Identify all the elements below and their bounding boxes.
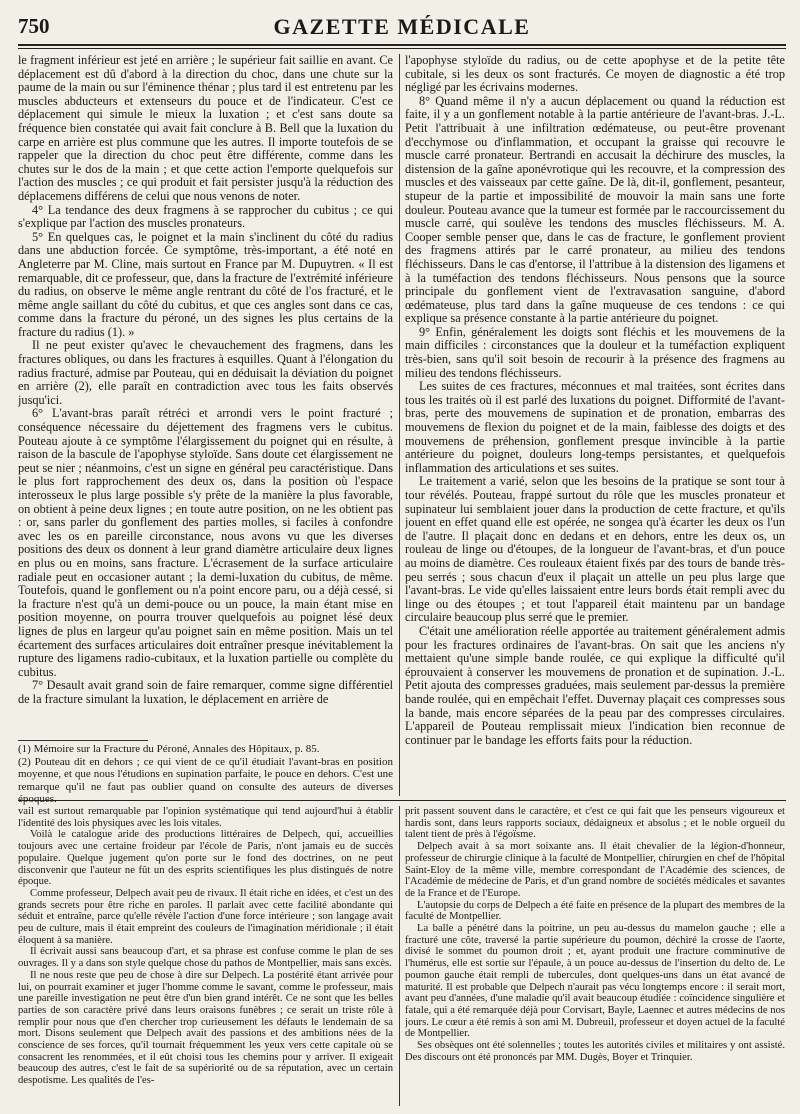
paragraph: L'autopsie du corps de Delpech a été faite en présence de la plupart des membres de la faculté de Montpellier. xyxy=(405,899,785,923)
paragraph: Il écrivait aussi sans beaucoup d'art, et sa phrase est confuse comme le plan de ses ouvrages. Il y a dans son style quelque chose du pathos de Montpellier, mais sans excès. xyxy=(18,946,393,970)
paragraph: Il ne peut exister qu'avec le chevauchement des fragmens, dans les fractures obliques, ou dans les fractures à esquilles. Quant à l'élongation du radius fracturé, admise par Pouteau, qui en déduisait la déviation du poignet en arrière (2), elle paraît en contradiction avec tous les faits observés jusqu'ici. xyxy=(18,338,393,407)
paragraph: Il ne nous reste que peu de chose à dire sur Delpech. La postérité étant arrivée pour lui, on pourrait examiner et juger l'homme comme le savant, comme le professeur, mais une pareille investigation ne peut être d'un bien grand intérêt. Ce ne sont que les belles parties de son caractère privé dans leurs oraisons funèbres ; ce serait un triste rôle à remplir pour nous que d'en chercher trop curieusement les défauts le lendemain de sa mort. Disons seulement que Delpech avait des passions et des ambitions nées de la conscience de ses forces, qu'il tournait fréquemment les yeux vers cette capitale où se consacrent les renommées, et il eût choisi tous les chemins pour y arriver. Il exigeait beaucoup des autres, c'est le fait de sa supériorité ou de sa réputation, avec un certain despotisme. Les qualités de l'es- xyxy=(18,969,393,1087)
paragraph: le fragment inférieur est jeté en arrière ; le supérieur fait saillie en avant. Ce déplacement est dû d'abord à la direction du choc, dans une chute sur la paume de la main ou sur l'éminence thénar ; plus tard il est entretenu par les muscles abducteurs et extenseurs du pouce et de l'indicateur. C'est ce déplacement qui simule le mieux la luxation ; et c'est sans doute sa fréquence bien constatée qui avait fait conclure à B. Bell que la luxation du carpe en arrière est plus commune que les autres. Il importe toutefois de se rappeler que la direction du choc peut être différente, comme dans les chutes sur le dos de la main ; et que cette action l'emporte quelquefois sur l'action des muscles ; ce qui produit et fait persister jusqu'à la réduction des déplacemens différens de celui que nous venons de noter. xyxy=(18,54,393,203)
feuilleton-left-column xyxy=(18,806,393,1111)
paragraph: 8° Quand même il n'y a aucun déplacement ou quand la réduction est faite, il y a un gonflement notable à la partie antérieure de l'avant-bras. J.-L. Petit l'attribuait à une infiltration œdémateuse, ou peut-être provenant d'ecchymose ou d'inflammation, et occupant la graisse qui recouvre le muscle carré pronateur. Bertrandi en accusait la déchirure des muscles, la distension de la gaîne aponévrotique qui les recouvre, et la compression des muscles et des vaisseaux par cette gaîne. De là, dit-il, gonflement, pesanteur, stupeur de la partie et impossibilité de mouvoir la main sans une forte douleur. Pouteau avance que la tumeur est formée par le raccourcissement du muscle carré, qui soulève les tendons des muscles fléchisseurs. M. A. Cooper semble penser que, dans le cas de fracture, le gonflement provient des fragmens attirés par le carré pronateur, au milieu des tendons fléchisseurs. Dans le cas d'entorse, il l'attribue à la distension des ligamens et à la tuméfaction des tendons fléchisseurs. Nous pensons que la source principale du gonflement vient de l'extravasation sanguine, d'abord œdémateuse, plus tard dans la gaîne muqueuse de ces tendons : ce qui explique sa présence constante à la partie antérieure du poignet. xyxy=(405,93,785,326)
right-column xyxy=(405,54,785,796)
footnote: (2) Pouteau dit en dehors ; ce qui vient de ce qu'il étudiait l'avant-bras en position moyenne, et que nous l'étudions en supination parfaite, le pouce en dehors. C'est une remarque qu'il ne faut pas oublier quand on consulte des auteurs de diverses époques. xyxy=(18,755,393,805)
footnote-rule xyxy=(18,740,148,741)
paragraph: Voilà le catalogue aride des productions littéraires de Delpech, qui, accueillies toujours avec une certaine froideur par l'école de Paris, n'ont jamais eu de succès populaire. Quelque jugement qu'on porte sur le fond des doctrines, on ne peut disconvenir que l'auteur ne fût un des esprits scientifiques les plus distingués de notre époque. xyxy=(18,829,393,888)
page-header xyxy=(18,12,786,42)
feuilleton-right-column xyxy=(405,806,785,1111)
paragraph: l'apophyse styloïde du radius, ou de cette apophyse et de la petite tête cubitale, si les deux os sont fracturés. Ce moyen de diagnostic a été trop négligé par les écrivains modernes. xyxy=(405,54,785,95)
section-separator xyxy=(18,800,786,801)
journal-title: GAZETTE MÉDICALE xyxy=(273,14,531,39)
paragraph: Les suites de ces fractures, méconnues et mal traitées, sont écrites dans tous les traités où il est parlé des luxations du poignet. Difformité de l'avant-bras, perte des mouvemens de supination et de pronation, embarras des mouvemens de flexion du poignet et de la main, faiblesse des doigts et des mouvemens de préhension, gonflement presque invincible à la partie antérieure du poignet, douleurs long-temps persistantes, et quelquefois inflammation des articulations et ses suites. xyxy=(405,379,785,475)
paragraph: Le traitement a varié, selon que les besoins de la pratique se sont tour à tour révélés. Pouteau, frappé surtout du rôle que les muscles pronateur et supinateur lui semblaient jouer dans la production de cette fracture, et qu'ils jouent en effet quand elle est opérée, ne songea qu'à écarter les deux os l'un de l'autre. Il plaçait donc en dedans et en dehors, entre les deux os, un rouleau de linge ou d'étoupes, de la longueur de l'avant-bras, et d'un pouce au moins de diamètre. Ces rouleaux étaient fixés par des tours de bande très-peu serrés ; sous chacun d'eux il plaçait un attelle un peu plus large que l'avant-bras. Le vide qu'elles laissaient entre leurs bords était rempli avec du linge ou des étoupes ; et tout l'appareil était maintenu par un bandage circulaire beaucoup plus serré que le premier. xyxy=(405,474,785,625)
paragraph: 5° En quelques cas, le poignet et la main s'inclinent du côté du radius dans une abduction forcée. Ce symptôme, très-important, a été noté en Angleterre par M. Cline, mais surtout en France par M. Dupuytren. « Il est remarquable, dit ce professeur, que, dans la fracture de l'extrémité inférieure du radius, on observe le même angle rentrant du côté de l'os fracturé, et le même angle saillant du côté du cubitus, et que ces angles sont dans ce cas, comme dans la fracture du péroné, un des signes les plus certains de la fracture du radius (1). » xyxy=(18,229,393,339)
header-rule xyxy=(18,44,786,46)
feuilleton-divider xyxy=(399,806,400,1106)
paragraph: C'était une amélioration réelle apportée au traitement généralement admis pour les fractures ordinaires de l'avant-bras. On sait que les anciens n'y mettaient qu'une simple bande roulée, ce qui explique la difficulté qu'il éprouvaient à conserver les mouvemens de pronation et de supination. J.-L. Petit ajouta des compresses graduées, mais seulement par-dessus la première bande roulée, qui en empêchait l'effet. Duvernay plaçait ces compresses sous la bande, mais encore séparées de la peau par des compresses circulaires. L'appareil de Pouteau remplissait mieux l'indication bien reconnue de continuer par le bandage les efforts faits pour la réduction. xyxy=(405,623,785,747)
page-number: 750 xyxy=(18,14,50,38)
footnotes xyxy=(18,743,393,806)
paragraph: 4° La tendance des deux fragmens à se rapprocher du cubitus ; ce qui s'explique par l'action des muscles pronateurs. xyxy=(18,202,393,231)
paragraph: prit passent souvent dans le caractère, et c'est ce qui fait que les penseurs vigoureux et hardis sont, dans leurs rapports sociaux, dédaigneux et absolus ; et le noble orgueil du talent tient de près à l'égoïsme. xyxy=(405,806,785,841)
paragraph: Delpech avait à sa mort soixante ans. Il était chevalier de la légion-d'honneur, professeur de chirurgie clinique à la faculté de Montpellier, chirurgien en chef de l'hôpital Saint-Eloy de la même ville, membre correspondant de l'Académie des sciences, de l'Académie de médecine de Paris, et d'un grand nombre de sociétés médicales et savantes de la France et de l'Europe. xyxy=(405,841,785,899)
column-divider xyxy=(399,54,400,796)
paragraph: vail est surtout remarquable par l'opinion systématique qui tend aujourd'hui à établir l'identité des lois physiques avec les lois vitales. xyxy=(18,806,393,829)
paragraph: Ses obsèques ont été solennelles ; toutes les autorités civiles et militaires y ont assisté. Des discours ont été prononcés par MM. Dugès, Boyer et Trinquier. xyxy=(405,1040,785,1063)
paragraph: 9° Enfin, généralement les doigts sont fléchis et les mouvemens de la main difficiles : circonstances que la douleur et la tuméfaction expliquent très-bien, sans qu'il soit besoin de recourir à la présence des fragmens au milieu des tendons fléchisseurs. xyxy=(405,324,785,380)
paragraph: 6° L'avant-bras paraît rétréci et arrondi vers le point fracturé ; conséquence nécessaire du déjettement des fragmens vers le cubitus. Pouteau ajoute à ce symptôme l'élargissement du poignet qui en résulte, à raison de la bascule de l'apophyse styloïde. Sans doute cet élargissement ne peut se nier ; néanmoins, c'est un signe en général peu caractéristique. Dans le plus fort rapprochement des deux os, dans la position où l'espace interosseux le plus large possible s'y prête de la manière la plus favorable, on obtient à peine deux lignes ; en toute autre position, on ne les obtient pas : or, sans parler du gonflement des parties molles, si faciles à confondre avec les os en pareille circonstance, nous avons vu que les diverses positions des deux os donnent à leur grand diamètre articulaire deux lignes en plus ou en moins, sans fracture. L'écrasement de la surface articulaire radiale peut en occasioner autant ; la demi-luxation du cubitus, de même. Toutefois, quand le gonflement ou n'a point encore paru, ou a déjà cessé, si la fracture n'est qu'à un demi-pouce ou un pouce, la main étant mise en position moyenne, on pourra trouver quelquefois au poignet lésé deux lignes de plus en largeur qu'au poignet sain en même position. Mais un tel écartement des surfaces articulaires doit entraîner presque inévitablement la rupture des ligamens radio-cubitaux, et la luxation partielle ou complète du cubitus. xyxy=(18,406,393,679)
footnote: (1) Mémoire sur la Fracture du Péroné, Annales des Hôpitaux, p. 85. xyxy=(18,743,320,755)
left-column xyxy=(18,54,393,738)
paragraph: Comme professeur, Delpech avait peu de rivaux. Il était riche en idées, et c'est un des grands secrets pour être riche en paroles. Il parlait avec cette facilité abondante qui séduit et entraîne, parce qu'elle révèle l'action d'une force intérieure ; son langage avait peu de culture, mais il était empreint des couleurs de l'imagination méridionale ; il était éloquent à sa manière. xyxy=(18,887,393,946)
header-rule-thin xyxy=(18,48,786,49)
paragraph: 7° Desault avait grand soin de faire remarquer, comme signe différentiel de la fracture simulant la luxation, le déplacement en arrière de xyxy=(18,678,393,706)
paragraph: La balle a pénétré dans la poitrine, un peu au-dessus du mamelon gauche ; elle a fracturé une côte, traversé la partie supérieure du poumon, déchiré la crosse de l'aorte, divisé le sommet du poumon droit ; et, ayant produit une fracture comminutive de l'humérus, elle est sortie sur l'épaule, à un pouce au-dessus de l'insertion du delto de. Le poumon gauche était rempli de tubercules, dont quelques-uns dans un état avancé de maturité. Il est probable que Delpech n'aurait pas vécu longtemps encore : il serait mort, avant peu d'années, d'une maladie qu'il avait beaucoup étudiée : coïncidence singulière et fatale, qui a été remarquée déjà pour Corvisart, Bayle, Laennec et autres médecins de nos jours. Le cœur a été remis à son ami M. Dubreuil, professeur et doyen actuel de la faculté de Montpellier. xyxy=(405,923,785,1040)
